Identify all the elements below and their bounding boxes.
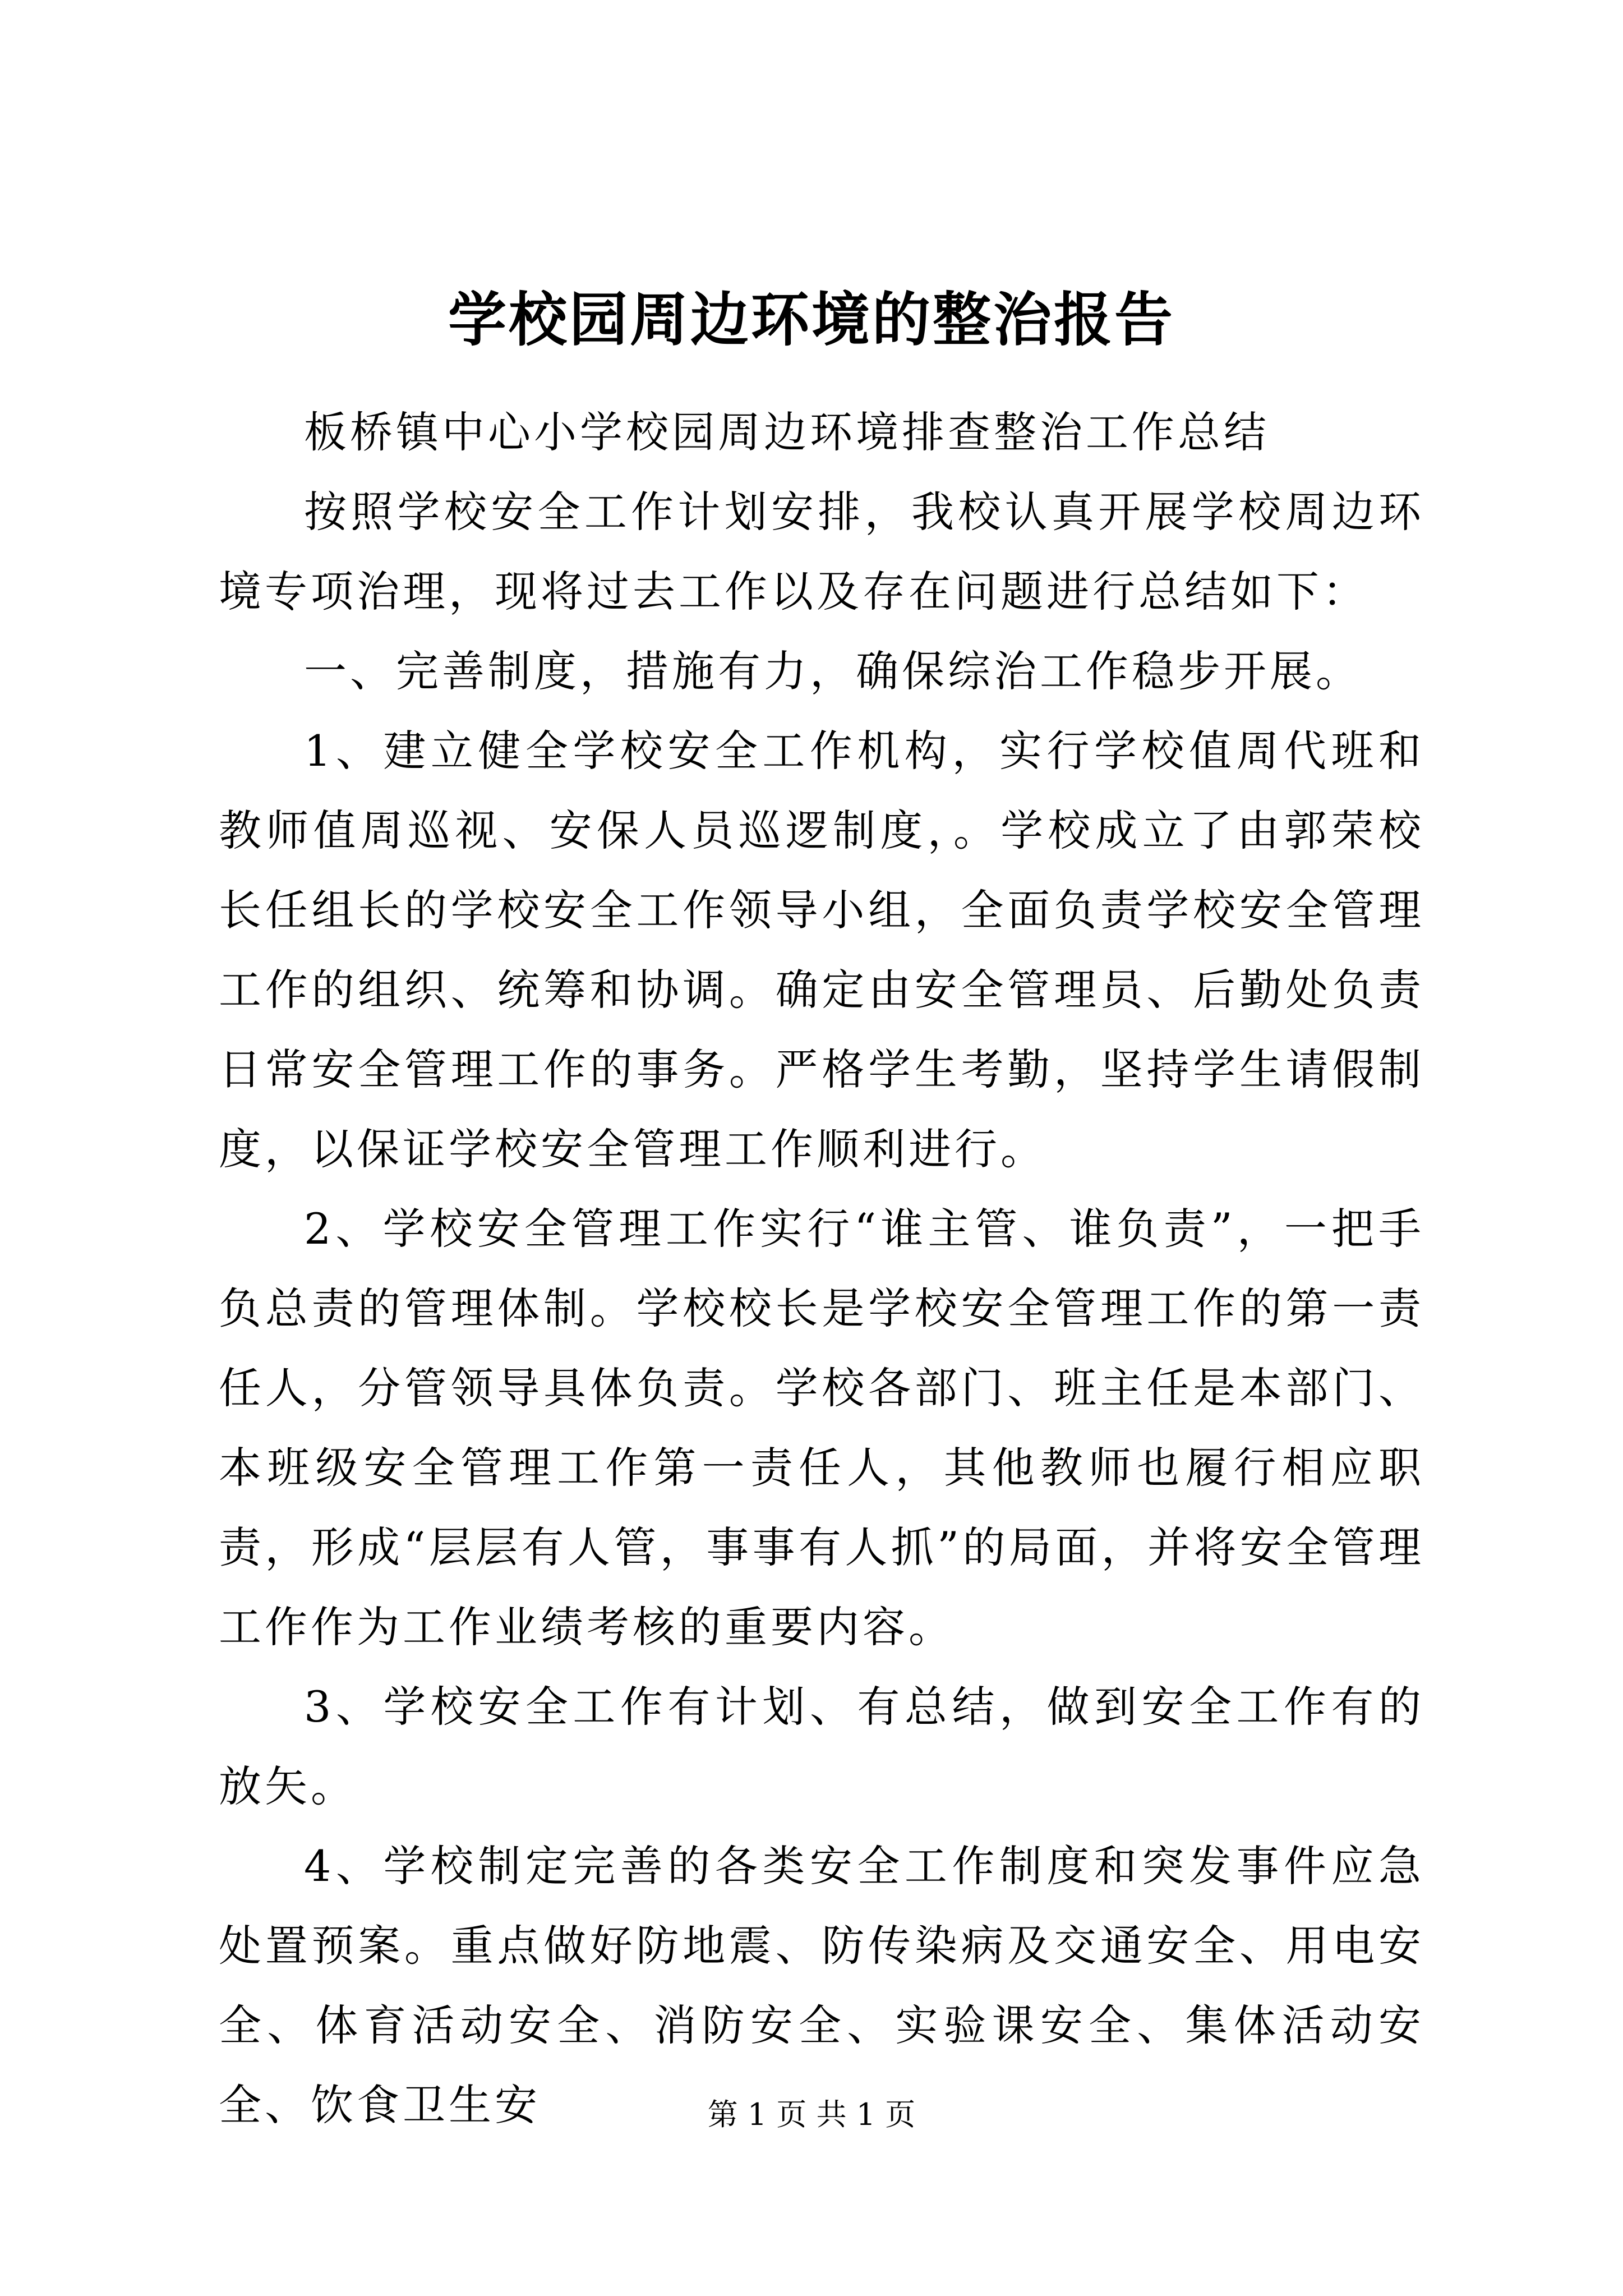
paragraph-intro: 按照学校安全工作计划安排，我校认真开展学校周边环境专项治理，现将过去工作以及存在问题进行总结如下： bbox=[219, 487, 1424, 616]
paragraph-item-2: 2、学校安全管理工作实行“谁主管、谁负责”，一把手负总责的管理体制。学校校长是学校安全管理工作的第一责任人，分管领导具体负责。学校各部门、班主任是本部门、本班级安全管理工作第一责任人，其他教师也履行相应职责，形成“层层有人管，事事有人抓”的局面，并将安全管理工作作为工作业绩考核的重要内容。 bbox=[219, 1204, 1424, 1652]
paragraph-subtitle: 板桥镇中心小学校园周边环境排查整治工作总结 bbox=[304, 407, 1270, 457]
document-title: 学校园周边环境的整治报告 bbox=[448, 285, 1175, 354]
page-footer: 第 1 页 共 1 页 bbox=[707, 2097, 916, 2132]
document-body bbox=[219, 393, 1424, 2145]
paragraph-item-3: 3、学校安全工作有计划、有总结，做到安全工作有的放矢。 bbox=[219, 1682, 1424, 1811]
paragraph-section-heading: 一、完善制度，措施有力，确保综治工作稳步开展。 bbox=[304, 646, 1362, 696]
paragraph-item-1: 1、建立健全学校安全工作机构，实行学校值周代班和教师值周巡视、安保人员巡逻制度，。学校成立了由郭荣校长任组长的学校安全工作领导小组，全面负责学校安全管理工作的组织、统筹和协调。确定由安全管理员、后勤处负责日常安全管理工作的事务。严格学生考勤，坚持学生请假制度，以保证学校安全管理工作顺利进行。 bbox=[219, 726, 1424, 1174]
paragraph-item-4: 4、学校制定完善的各类安全工作制度和突发事件应急处置预案。重点做好防地震、防传染病及交通安全、用电安全、体育活动安全、消防安全、实验课安全、集体活动安全、饮食卫生安 bbox=[219, 1841, 1424, 2130]
